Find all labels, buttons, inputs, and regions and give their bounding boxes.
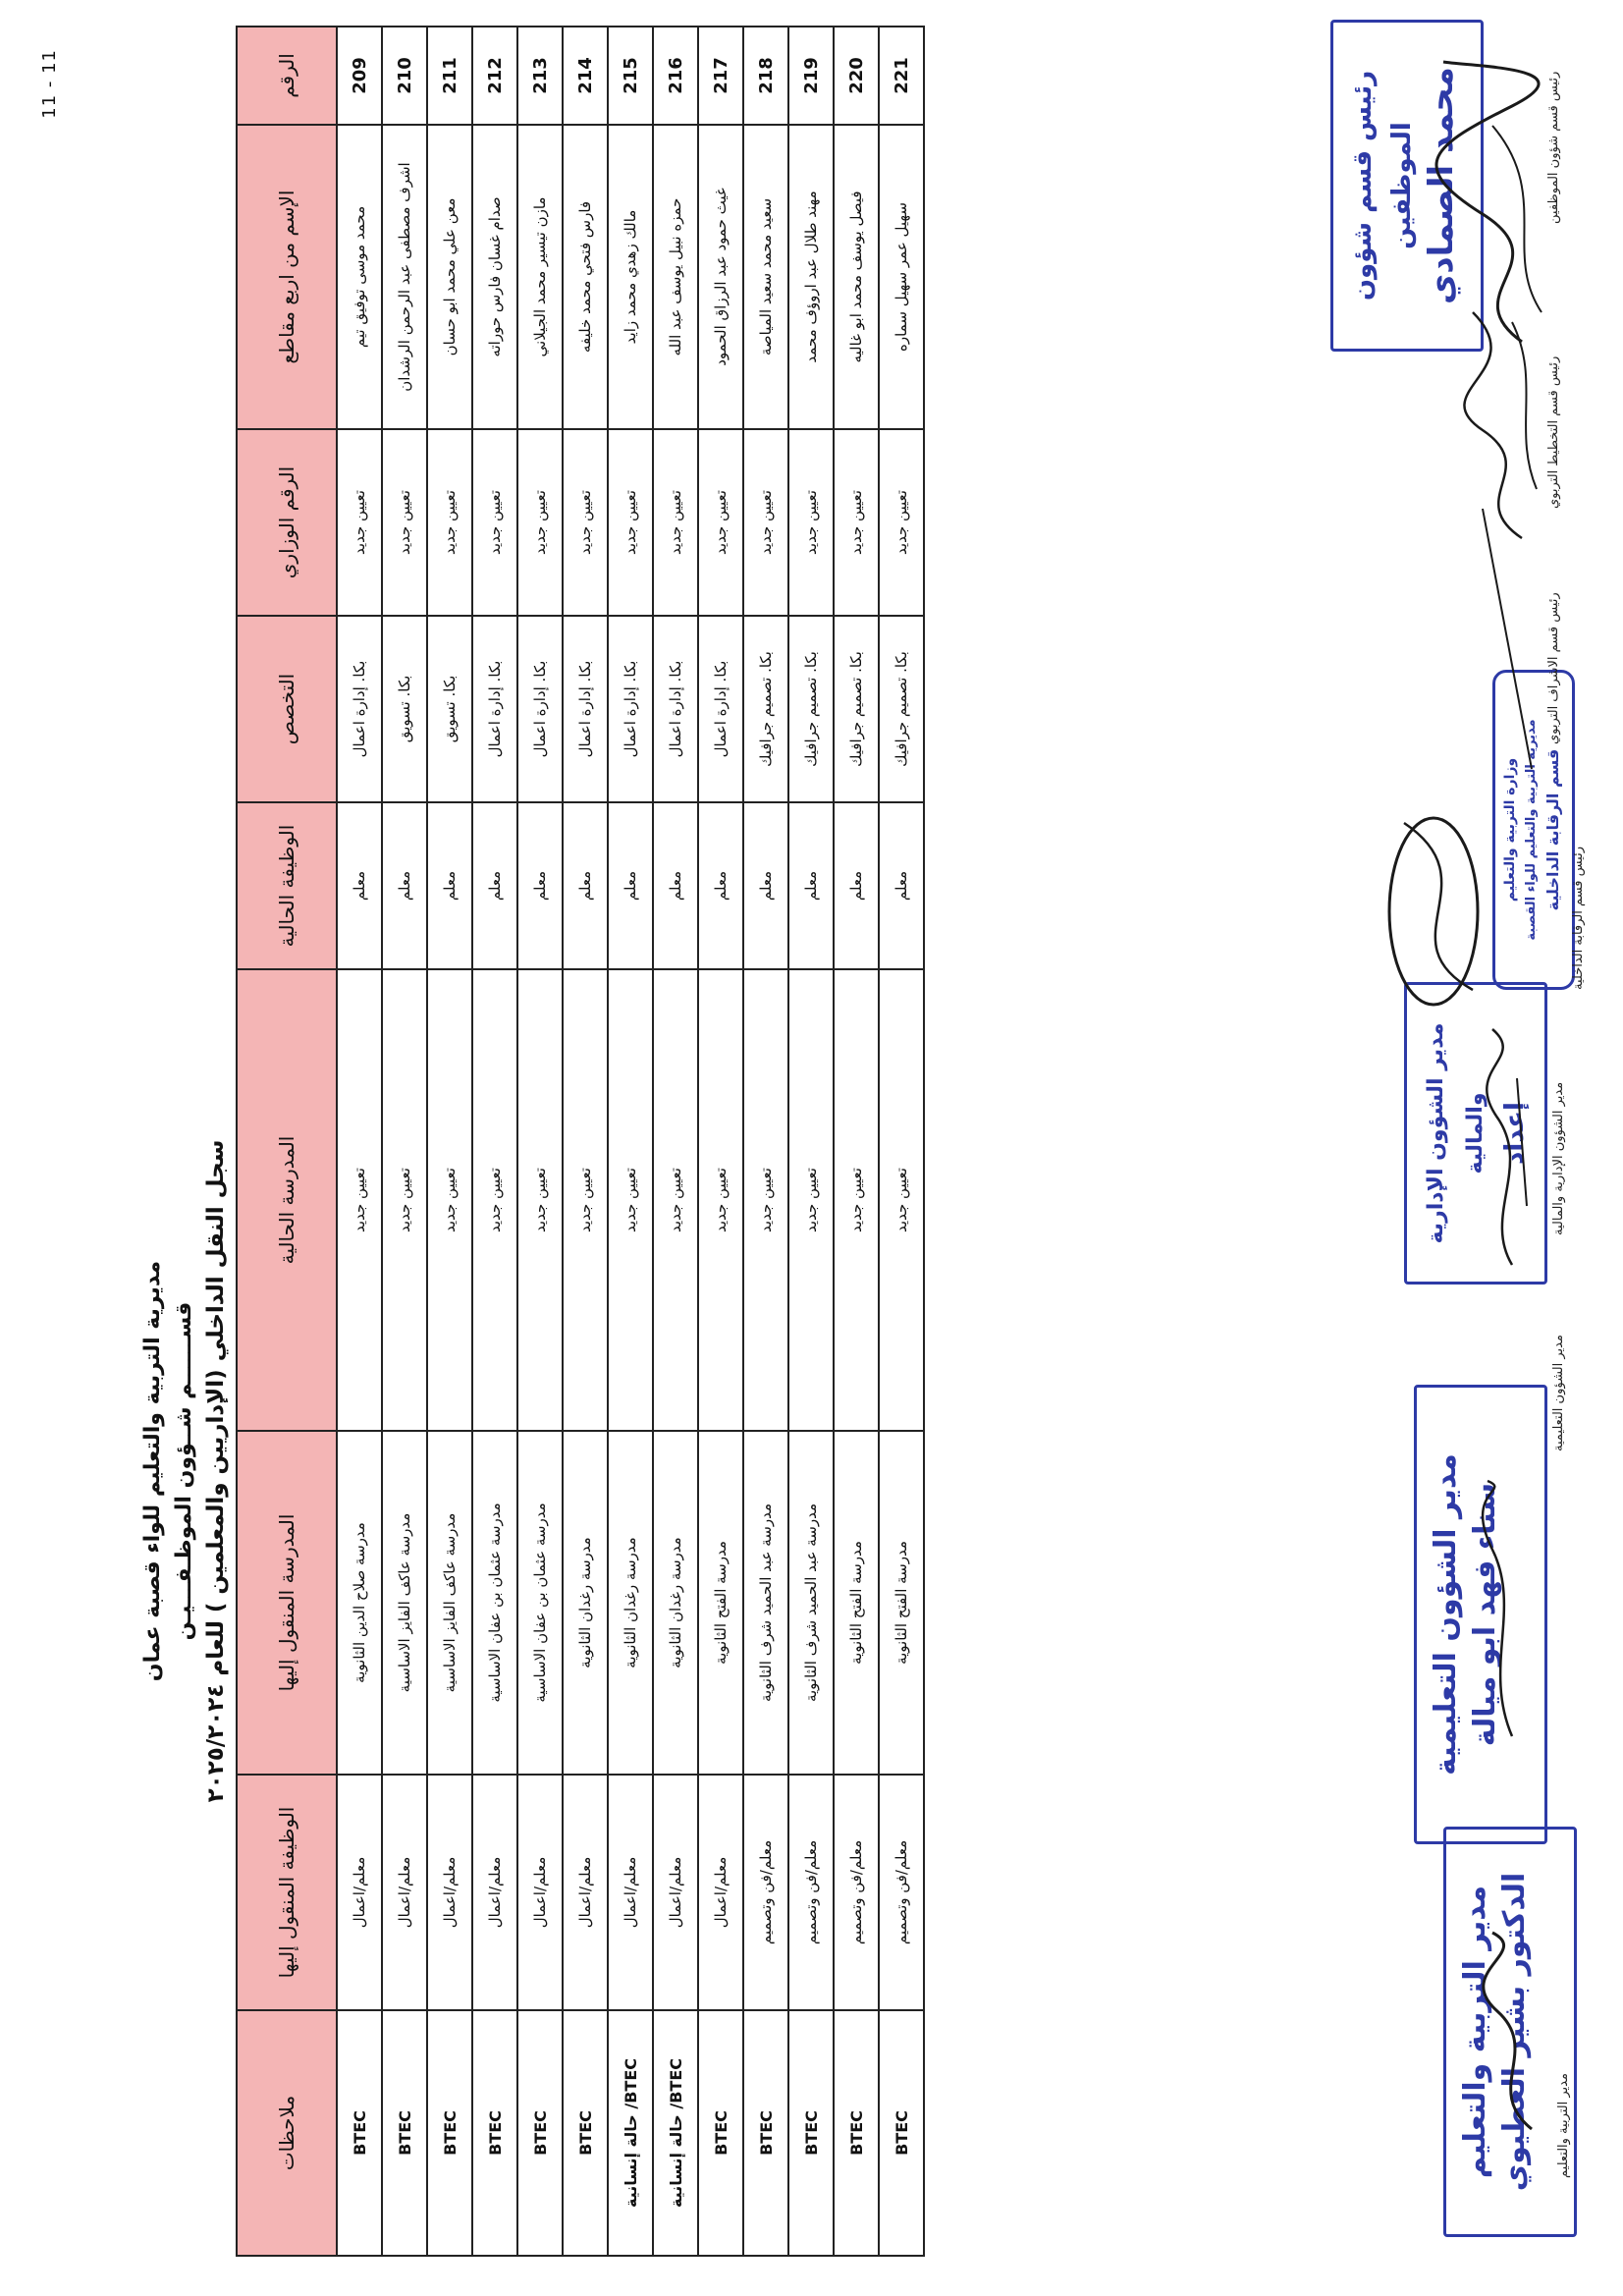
signature-education-affairs xyxy=(1473,1471,1532,1746)
cell-current-school: تعيين جديد xyxy=(879,969,924,1431)
table-row xyxy=(337,27,382,2256)
cell-target-job: معلم/اعمال xyxy=(382,1775,427,2010)
cell-current-job: معلم xyxy=(563,802,608,969)
cell-target-job: معلم/اعمال xyxy=(563,1775,608,2010)
cell-ministry-no: تعيين جديد xyxy=(743,429,788,616)
cell-current-school: تعيين جديد xyxy=(743,969,788,1431)
stamp-admin-finance-note: إعداد xyxy=(1500,1102,1530,1165)
cell-ministry-no: تعيين جديد xyxy=(382,429,427,616)
cell-target-school: مدرسة عبد الحميد شرف الثانوية xyxy=(743,1431,788,1775)
cell-current-school: تعيين جديد xyxy=(472,969,517,1431)
cell-name: مازن تيسير محمد الجيلاني xyxy=(517,125,563,429)
cell-current-job: معلم xyxy=(517,802,563,969)
table-header-row xyxy=(237,27,337,2256)
stamp-director-title: مدير التربية والتعليم xyxy=(1458,1885,1492,2179)
stamp-director-name: الدكتور بشير العطيوي xyxy=(1497,1872,1532,2192)
cell-num: 217 xyxy=(698,27,743,125)
header-ministry-no: الرقم الوزاري xyxy=(237,429,337,616)
cell-target-job: معلم/اعمال xyxy=(608,1775,653,2010)
cell-specialty: بكا. إدارة اعمال xyxy=(337,616,382,802)
cell-target-school: مدرسة عبد الحميد شرف الثانوية xyxy=(788,1431,834,1775)
table-row xyxy=(834,27,879,2256)
cell-name: صدام غسان فارس حوراته xyxy=(472,125,517,429)
cell-ministry-no: تعيين جديد xyxy=(879,429,924,616)
document-header xyxy=(137,980,232,1962)
cell-target-school: مدرسة الفتح الثانوية xyxy=(879,1431,924,1775)
department-title: قســــــم شــؤون الموظـفـــيـن xyxy=(172,1301,196,1641)
cell-current-school: تعيين جديد xyxy=(382,969,427,1431)
signature-director xyxy=(1473,1923,1551,2139)
cell-ministry-no: تعيين جديد xyxy=(788,429,834,616)
directorate-title: مديرية التربية والتعليم للواء قصبة عمان xyxy=(140,1260,165,1682)
label-hr-head: رئيس قسم شؤون الموظفين xyxy=(1546,71,1561,224)
header-target-job: الوظيفة المنقول إليها xyxy=(237,1775,337,2010)
header-current-school: المدرسة الحالية xyxy=(237,969,337,1431)
signature-supervision-head xyxy=(1463,499,1551,774)
cell-specialty: بكا. إدارة اعمال xyxy=(698,616,743,802)
cell-notes: BTEC xyxy=(563,2010,608,2256)
stamp-internal-control-dept: قسم الرقابة الداخلية xyxy=(1543,748,1562,911)
cell-notes: BTEC xyxy=(743,2010,788,2256)
cell-name: غيث حمود عبد الرزاق الحمود xyxy=(698,125,743,429)
cell-specialty: بكا. تصميم جرافيك xyxy=(879,616,924,802)
cell-num: 213 xyxy=(517,27,563,125)
cell-notes: BTEC/ حالة إنسانية xyxy=(608,2010,653,2256)
cell-num: 210 xyxy=(382,27,427,125)
cell-num: 220 xyxy=(834,27,879,125)
cell-name: فيصل يوسف محمد ابو غاليه xyxy=(834,125,879,429)
cell-name: معن علي محمد ابو حسان xyxy=(427,125,472,429)
cell-name: سعيد محمد سعيد المياصة xyxy=(743,125,788,429)
cell-target-job: معلم/فن وتصميم xyxy=(788,1775,834,2010)
cell-specialty: بكا. إدارة اعمال xyxy=(653,616,698,802)
stamp-internal-control-directorate: مديرية التربية والتعليم للواء القصبة xyxy=(1524,719,1539,941)
cell-ministry-no: تعيين جديد xyxy=(563,429,608,616)
cell-current-job: معلم xyxy=(608,802,653,969)
stamp-internal-control-ministry: وزارة التربية والتعليم xyxy=(1502,757,1518,902)
cell-name: اشرف مصطفى عبد الرحمن الرشدان xyxy=(382,125,427,429)
cell-num: 221 xyxy=(879,27,924,125)
header-name: الإسم من اربع مقاطع xyxy=(237,125,337,429)
cell-current-job: معلم xyxy=(743,802,788,969)
cell-target-job: معلم/فن وتصميم xyxy=(879,1775,924,2010)
cell-notes: BTEC xyxy=(472,2010,517,2256)
cell-current-job: معلم xyxy=(698,802,743,969)
cell-num: 209 xyxy=(337,27,382,125)
table-row xyxy=(653,27,698,2256)
transfer-table xyxy=(236,26,925,2257)
cell-target-school: مدرسة عثمان بن عفان الاساسية xyxy=(517,1431,563,1775)
cell-specialty: بكا. إدارة اعمال xyxy=(517,616,563,802)
cell-ministry-no: تعيين جديد xyxy=(698,429,743,616)
table-row xyxy=(517,27,563,2256)
cell-target-school: مدرسة رغدان الثانوية xyxy=(563,1431,608,1775)
cell-current-school: تعيين جديد xyxy=(427,969,472,1431)
cell-ministry-no: تعيين جديد xyxy=(653,429,698,616)
cell-current-school: تعيين جديد xyxy=(608,969,653,1431)
label-supervision-head: رئيس قسم الاشراف التربوي xyxy=(1546,592,1561,744)
cell-target-job: معلم/اعمال xyxy=(472,1775,517,2010)
cell-target-school: مدرسة الفتح الثانوية xyxy=(698,1431,743,1775)
cell-name: مهند طلال عبد اروؤف محمد xyxy=(788,125,834,429)
cell-num: 215 xyxy=(608,27,653,125)
cell-name: فارس فتحي محمد خليفه xyxy=(563,125,608,429)
cell-notes: BTEC xyxy=(698,2010,743,2256)
cell-target-job: معلم/فن وتصميم xyxy=(743,1775,788,2010)
cell-target-job: معلم/اعمال xyxy=(698,1775,743,2010)
stamp-admin-finance-title: مدير الشؤون الإدارية والمالية xyxy=(1424,1022,1488,1244)
label-planning-head: رئيس قسم التخطيط التربوي xyxy=(1546,355,1561,509)
cell-notes: BTEC xyxy=(337,2010,382,2256)
signature-admin-finance xyxy=(1473,1019,1542,1275)
header-target-school: المدرسة المنقول إليها xyxy=(237,1431,337,1775)
cell-notes: BTEC/ حالة إنسانية xyxy=(653,2010,698,2256)
cell-current-school: تعيين جديد xyxy=(563,969,608,1431)
cell-target-job: معلم/اعمال xyxy=(517,1775,563,2010)
cell-name: مالك زهدي محمد زايد xyxy=(608,125,653,429)
cell-name: محمد موسى توفيق تيم xyxy=(337,125,382,429)
header-notes: ملاحظات xyxy=(237,2010,337,2256)
cell-num: 212 xyxy=(472,27,517,125)
table-row xyxy=(698,27,743,2256)
cell-specialty: بكا. تسويق xyxy=(382,616,427,802)
cell-num: 214 xyxy=(563,27,608,125)
cell-target-school: مدرسة رغدان الثانوية xyxy=(608,1431,653,1775)
header-current-job: الوظيفة الحالية xyxy=(237,802,337,969)
cell-name: حمزه نبيل يوسف عبد الله xyxy=(653,125,698,429)
table-row xyxy=(472,27,517,2256)
cell-target-school: مدرسة الفتح الثانوية xyxy=(834,1431,879,1775)
table-row xyxy=(743,27,788,2256)
cell-notes: BTEC xyxy=(382,2010,427,2256)
cell-current-school: تعيين جديد xyxy=(834,969,879,1431)
cell-ministry-no: تعيين جديد xyxy=(427,429,472,616)
cell-current-school: تعيين جديد xyxy=(698,969,743,1431)
cell-notes: BTEC xyxy=(834,2010,879,2256)
table-row xyxy=(427,27,472,2256)
cell-notes: BTEC xyxy=(788,2010,834,2256)
cell-target-school: مدرسة صلاح الدين الثانوية xyxy=(337,1431,382,1775)
table-body xyxy=(337,27,924,2256)
cell-specialty: بكا. تصميم جرافيك xyxy=(743,616,788,802)
cell-notes: BTEC xyxy=(427,2010,472,2256)
cell-specialty: بكا. تصميم جرافيك xyxy=(834,616,879,802)
table-row xyxy=(382,27,427,2256)
stamp-hr-head-name: محمد الصمادي xyxy=(1422,67,1461,304)
cell-num: 216 xyxy=(653,27,698,125)
cell-notes: BTEC xyxy=(517,2010,563,2256)
cell-current-job: معلم xyxy=(653,802,698,969)
cell-current-job: معلم xyxy=(427,802,472,969)
page-number: 11 - 11 xyxy=(39,49,60,119)
cell-name: سهيل عمر سهيل سماره xyxy=(879,125,924,429)
cell-target-school: مدرسة عثمان بن عفان الاساسية xyxy=(472,1431,517,1775)
stamp-education-affairs-title: مدير الشؤون التعليمية xyxy=(1429,1453,1463,1776)
cell-target-job: معلم/اعمال xyxy=(337,1775,382,2010)
cell-target-job: معلم/اعمال xyxy=(427,1775,472,2010)
table-row xyxy=(879,27,924,2256)
cell-current-job: معلم xyxy=(788,802,834,969)
label-education-director: مدير الشؤون التعليمية xyxy=(1551,1335,1566,1451)
cell-current-job: معلم xyxy=(337,802,382,969)
label-admin-finance-director: مدير الشؤون الإدارية والمالية xyxy=(1551,1081,1566,1235)
header-specialty: التخصص xyxy=(237,616,337,802)
header-num: الرقم xyxy=(237,27,337,125)
cell-current-school: تعيين جديد xyxy=(653,969,698,1431)
stamp-hr-head-title: رئيس قسم شؤون الموظفين xyxy=(1348,70,1417,301)
cell-target-job: معلم/فن وتصميم xyxy=(834,1775,879,2010)
cell-current-school: تعيين جديد xyxy=(517,969,563,1431)
cell-specialty: بكا. إدارة اعمال xyxy=(608,616,653,802)
cell-current-job: معلم xyxy=(879,802,924,969)
record-title: سجل النقل الداخلي (الإداريين والمعلمين ) للعام ٢٠٢٥/٢٠٢٤ xyxy=(203,1139,229,1803)
cell-specialty: بكا. تصميم جرافيك xyxy=(788,616,834,802)
cell-ministry-no: تعيين جديد xyxy=(608,429,653,616)
cell-target-school: مدرسة عاكف الفايز الاساسية xyxy=(382,1431,427,1775)
cell-target-school: مدرسة رغدان الثانوية xyxy=(653,1431,698,1775)
cell-current-school: تعيين جديد xyxy=(788,969,834,1431)
cell-num: 211 xyxy=(427,27,472,125)
cell-current-job: معلم xyxy=(834,802,879,969)
cell-specialty: بكا. إدارة اعمال xyxy=(472,616,517,802)
cell-target-school: مدرسة عاكف الفايز الاساسية xyxy=(427,1431,472,1775)
signature-internal-control xyxy=(1365,803,1512,1019)
table-row xyxy=(788,27,834,2256)
cell-current-job: معلم xyxy=(382,802,427,969)
cell-target-job: معلم/اعمال xyxy=(653,1775,698,2010)
table-row xyxy=(608,27,653,2256)
cell-ministry-no: تعيين جديد xyxy=(517,429,563,616)
cell-notes: BTEC xyxy=(879,2010,924,2256)
table-row xyxy=(563,27,608,2256)
cell-num: 219 xyxy=(788,27,834,125)
label-internal-control-head: رئيس قسم الرقابة الداخلية xyxy=(1571,846,1586,990)
cell-ministry-no: تعيين جديد xyxy=(337,429,382,616)
cell-num: 218 xyxy=(743,27,788,125)
cell-specialty: بكا. إدارة اعمال xyxy=(563,616,608,802)
cell-current-school: تعيين جديد xyxy=(337,969,382,1431)
cell-current-job: معلم xyxy=(472,802,517,969)
cell-ministry-no: تعيين جديد xyxy=(834,429,879,616)
cell-specialty: بكا. تسويق xyxy=(427,616,472,802)
cell-ministry-no: تعيين جديد xyxy=(472,429,517,616)
label-director: مدير التربية والتعليم xyxy=(1556,2073,1571,2178)
stamp-education-affairs-name: سناء فهد ابو ميالة xyxy=(1468,1482,1502,1747)
